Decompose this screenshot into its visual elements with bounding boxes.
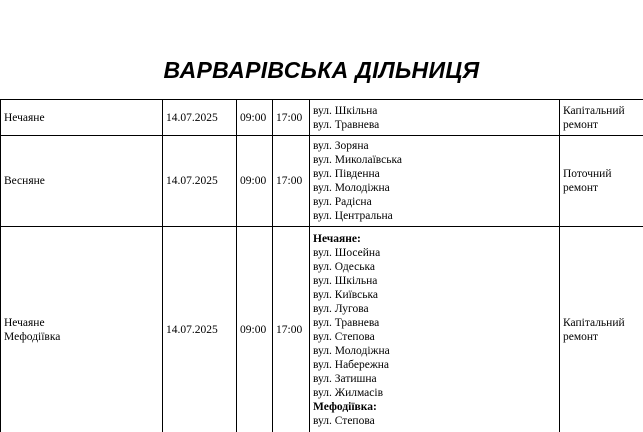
location-name: Нечаяне <box>4 316 45 329</box>
street-item: вул. Шкільна <box>313 104 378 117</box>
street-item: вул. Набережна <box>313 358 390 371</box>
street-item: вул. Травнева <box>313 118 380 131</box>
street-item: вул. Молодіжна <box>313 182 390 194</box>
end-time-cell: 17:00 <box>273 227 310 432</box>
location-cell <box>1 227 163 432</box>
date-cell: 14.07.2025 <box>163 100 237 136</box>
location-cell <box>1 136 163 227</box>
table-row <box>1 100 643 136</box>
settlement-group-label: Мефодіївка: <box>313 400 377 413</box>
street-item: вул. Жилмасів <box>313 386 383 399</box>
street-item: вул. Молодіжна <box>313 344 390 357</box>
street-item: вул. Шкільна <box>313 274 378 287</box>
street-item: вул. Київська <box>313 288 379 301</box>
street-item: вул. Травнева <box>313 316 380 329</box>
start-time-cell: 09:00 <box>237 227 273 432</box>
location-name: Мефодіївка <box>4 330 61 343</box>
start-time-cell: 09:00 <box>237 100 273 136</box>
location-cell <box>1 100 163 136</box>
end-time-cell: 17:00 <box>273 136 310 227</box>
date-cell: 14.07.2025 <box>163 136 237 227</box>
streets-cell <box>310 136 560 227</box>
street-item: вул. Одеська <box>313 260 376 273</box>
schedule-body <box>1 100 643 432</box>
work-type-cell: Капітальний ремонт <box>560 100 643 136</box>
street-item: вул. Радісна <box>313 196 372 208</box>
street-item: вул. Зоряна <box>313 140 369 152</box>
location-name: Нечаяне <box>4 111 45 124</box>
street-item: вул. Південна <box>313 168 380 180</box>
date-cell: 14.07.2025 <box>163 227 237 432</box>
work-type-cell: Капітальний ремонт <box>560 227 643 432</box>
location-name: Весняне <box>4 175 45 187</box>
outage-schedule-table <box>0 99 643 432</box>
start-time-cell: 09:00 <box>237 136 273 227</box>
table-row <box>1 227 643 432</box>
streets-cell <box>310 100 560 136</box>
street-item: вул. Степова <box>313 330 375 343</box>
table-row <box>1 136 643 227</box>
settlement-group-label: Нечаяне: <box>313 232 361 245</box>
street-item: вул. Центральна <box>313 210 393 222</box>
page-title: ВАРВАРІВСЬКА ДІЛЬНИЦЯ <box>163 57 480 83</box>
end-time-cell: 17:00 <box>273 100 310 136</box>
street-item: вул. Лугова <box>313 302 369 315</box>
work-type-cell: Поточний ремонт <box>560 136 643 227</box>
street-item: вул. Шосейна <box>313 246 381 259</box>
street-item: вул. Миколаївська <box>313 154 403 166</box>
streets-cell <box>310 227 560 432</box>
street-item: вул. Степова <box>313 414 375 427</box>
street-item: вул. Затишна <box>313 372 377 385</box>
